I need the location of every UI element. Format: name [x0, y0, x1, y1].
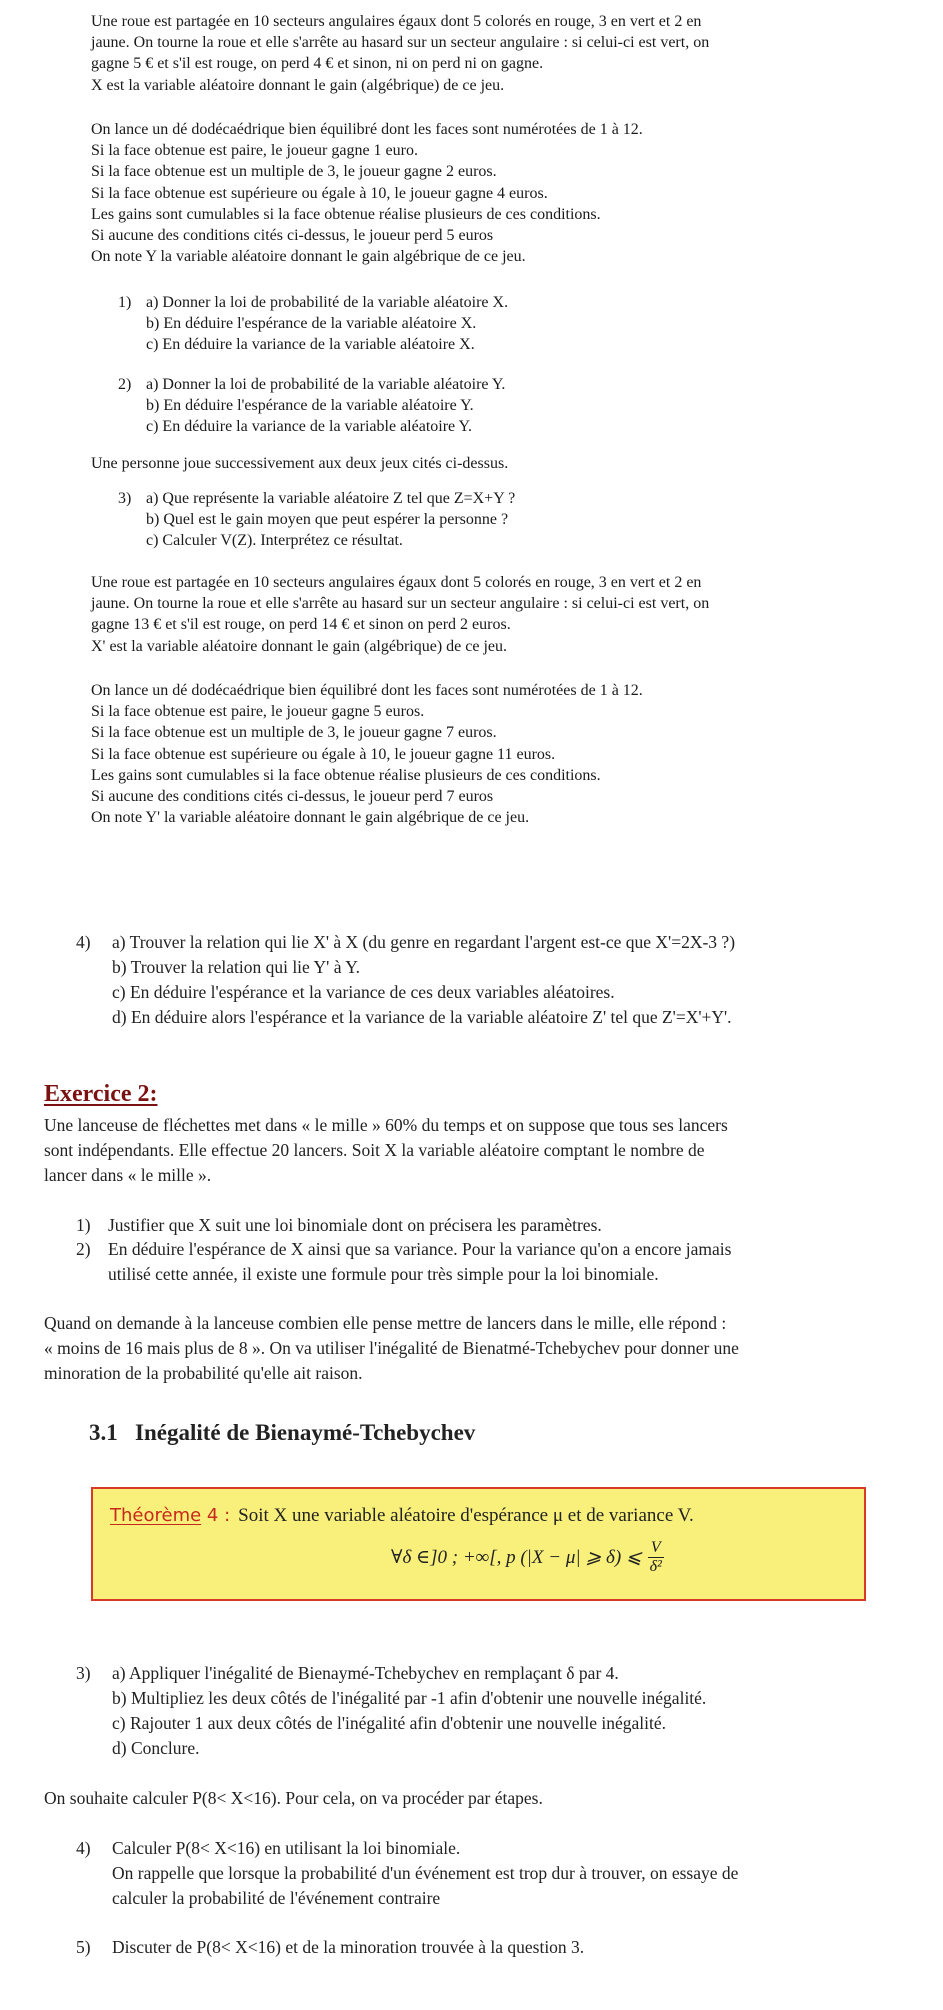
wheel2-paragraph: [91, 572, 709, 657]
text-line: a) Donner la loi de probabilité de la variable aléatoire X.: [146, 294, 509, 311]
text-line: On note Y la variable aléatoire donnant le gain algébrique de ce jeu.: [91, 248, 526, 266]
question-number: 1): [118, 294, 132, 311]
question-number: 3): [118, 490, 132, 507]
exercise-2-title: Exercice 2:: [44, 1081, 158, 1107]
ex2-question-4: [76, 1836, 738, 1911]
text-line: On note Y' la variable aléatoire donnant le gain algébrique de ce jeu.: [91, 809, 530, 827]
text-line: Si la face obtenue est paire, le joueur gagne 5 euros.: [91, 703, 425, 721]
text-line: b) En déduire l'espérance de la variable aléatoire Y.: [146, 397, 474, 415]
question-number: 3): [76, 1663, 91, 1683]
text-line: a) Appliquer l'inégalité de Bienaymé-Tchebychev en remplaçant δ par 4.: [112, 1663, 619, 1683]
question-2: [118, 374, 505, 438]
text-line: d) Conclure.: [112, 1738, 200, 1758]
theorem-header: [110, 1505, 694, 1527]
text-line: Discuter de P(8< X<16) et de la minoration trouvée à la question 3.: [112, 1937, 585, 1957]
question-3: [118, 488, 515, 552]
wheel-paragraph: [91, 11, 709, 96]
text-line: Les gains sont cumulables si la face obtenue réalise plusieurs de ces conditions.: [91, 205, 601, 223]
text-line: Si la face obtenue est supérieure ou égale à 10, le joueur gagne 4 euros.: [91, 184, 548, 202]
ex2-question-5: [76, 1935, 584, 1960]
text-line: Une roue est partagée en 10 secteurs angulaires égaux dont 5 colorés en rouge, 3 en vert et 2 en: [91, 13, 702, 30]
text-line: c) Rajouter 1 aux deux côtés de l'inégalité afin d'obtenir une nouvelle inégalité.: [112, 1713, 666, 1733]
dice2-paragraph: [91, 680, 643, 828]
text-line: calculer la probabilité de l'événement contraire: [112, 1888, 441, 1908]
text-line: utilisé cette année, il existe une formule pour très simple pour la loi binomiale.: [108, 1264, 659, 1284]
section-number: 3.1: [89, 1420, 118, 1445]
ex2-question-1: [76, 1213, 602, 1238]
section-heading: Inégalité de Bienaymé-Tchebychev: [135, 1420, 476, 1445]
text-line: jaune. On tourne la roue et elle s'arrête au hasard sur un secteur angulaire : si celui-ci est vert, on: [91, 595, 710, 613]
text-line: « moins de 16 mais plus de 8 ». On va utiliser l'inégalité de Bienatmé-Tchebychev pour donner une: [44, 1338, 739, 1358]
text-line: On lance un dé dodécaédrique bien équilibré dont les faces sont numérotées de 1 à 12.: [91, 682, 643, 699]
text-line: Si aucune des conditions cités ci-dessus, le joueur perd 7 euros: [91, 788, 494, 806]
text-line: gagne 5 € et s'il est rouge, on perd 4 € et sinon, ni on perd ni on gagne.: [91, 55, 544, 73]
theorem-statement: Soit X une variable aléatoire d'espérance μ et de variance V.: [238, 1505, 694, 1526]
theorem-formula: [391, 1539, 664, 1576]
text-line: Une roue est partagée en 10 secteurs angulaires égaux dont 5 colorés en rouge, 3 en vert et 2 en: [91, 574, 702, 591]
dice-paragraph: [91, 119, 643, 267]
text-line: Si la face obtenue est paire, le joueur gagne 1 euro.: [91, 142, 418, 160]
text-line: Les gains sont cumulables si la face obtenue réalise plusieurs de ces conditions.: [91, 766, 601, 784]
text-line: c) En déduire la variance de la variable aléatoire Y.: [146, 418, 473, 436]
ex2-question-3: [76, 1661, 706, 1761]
question-1: [118, 292, 508, 356]
section-title: [89, 1420, 475, 1446]
text-line: Si aucune des conditions cités ci-dessus, le joueur perd 5 euros: [91, 227, 494, 245]
text-line: c) Calculer V(Z). Interprétez ce résultat.: [146, 532, 403, 550]
ex2-question-intro: [44, 1311, 739, 1386]
text-line: gagne 13 € et s'il est rouge, on perd 14 € et sinon on perd 2 euros.: [91, 616, 511, 634]
text-line: X est la variable aléatoire donnant le gain (algébrique) de ce jeu.: [91, 76, 505, 94]
text-line: minoration de la probabilité qu'elle ait raison.: [44, 1363, 363, 1383]
question-number: 5): [76, 1937, 91, 1957]
exercise-2-intro: [44, 1113, 728, 1188]
text-line: a) Donner la loi de probabilité de la variable aléatoire Y.: [146, 376, 506, 393]
question-number: 2): [118, 376, 132, 393]
theorem-label: Théorème 4 :: [110, 1505, 231, 1526]
text-line: X' est la variable aléatoire donnant le gain (algébrique) de ce jeu.: [91, 637, 508, 655]
text-line: Si la face obtenue est un multiple de 3, le joueur gagne 2 euros.: [91, 163, 497, 181]
text-line: b) Trouver la relation qui lie Y' à Y.: [112, 957, 360, 977]
text-line: b) En déduire l'espérance de la variable aléatoire X.: [146, 315, 477, 333]
question-4: [76, 930, 735, 1030]
text-line: Une lanceuse de fléchettes met dans « le mille » 60% du temps et on suppose que tous ses lancers: [44, 1115, 728, 1135]
text-line: Quand on demande à la lanceuse combien elle pense mettre de lancers dans le mille, elle répond :: [44, 1313, 727, 1333]
text-line: c) En déduire la variance de la variable aléatoire X.: [146, 336, 475, 354]
text-line: c) En déduire l'espérance et la variance de ces deux variables aléatoires.: [112, 982, 615, 1002]
question-number: 2): [76, 1239, 91, 1259]
ex2-question-2: [76, 1237, 731, 1287]
text-line: a) Trouver la relation qui lie X' à X (du genre en regardant l'argent est-ce que X'=2X-3 ?): [112, 932, 736, 952]
text-line: En déduire l'espérance de X ainsi que sa variance. Pour la variance qu'on a encore jamais: [108, 1239, 732, 1259]
text-line: d) En déduire alors l'espérance et la variance de la variable aléatoire Z' tel que Z'=X'+Y'.: [112, 1007, 732, 1027]
person-line: Une personne joue successivement aux deux jeux cités ci-dessus.: [91, 455, 509, 472]
calc-intro: On souhaite calculer P(8< X<16). Pour cela, on va procéder par étapes.: [44, 1788, 543, 1808]
text-line: sont indépendants. Elle effectue 20 lancers. Soit X la variable aléatoire comptant le nombre de: [44, 1140, 705, 1160]
question-number: 4): [76, 1838, 91, 1858]
text-line: On lance un dé dodécaédrique bien équilibré dont les faces sont numérotées de 1 à 12.: [91, 121, 643, 138]
fraction-numerator: V: [648, 1539, 664, 1558]
text-line: Si la face obtenue est supérieure ou égale à 10, le joueur gagne 11 euros.: [91, 745, 556, 763]
text-line: lancer dans « le mille ».: [44, 1165, 212, 1185]
fraction: [648, 1539, 664, 1576]
inequality: ∀δ ∈]0 ; +∞[, p (|X − μ| ⩾ δ) ⩽: [391, 1547, 642, 1568]
theorem-box: [91, 1487, 866, 1601]
fraction-denominator: δ²: [649, 1558, 662, 1575]
text-line: b) Quel est le gain moyen que peut espérer la personne ?: [146, 511, 509, 529]
question-number: 4): [76, 932, 91, 952]
text-line: On rappelle que lorsque la probabilité d'un événement est trop dur à trouver, on essaye de: [112, 1863, 739, 1883]
text-line: jaune. On tourne la roue et elle s'arrête au hasard sur un secteur angulaire : si celui-ci est vert, on: [91, 34, 710, 52]
text-line: Justifier que X suit une loi binomiale dont on précisera les paramètres.: [108, 1215, 602, 1235]
text-line: Si la face obtenue est un multiple de 3, le joueur gagne 7 euros.: [91, 724, 497, 742]
text-line: b) Multipliez les deux côtés de l'inégalité par -1 afin d'obtenir une nouvelle inégalité.: [112, 1688, 707, 1708]
text-line: Calculer P(8< X<16) en utilisant la loi binomiale.: [112, 1838, 461, 1858]
text-line: a) Que représente la variable aléatoire Z tel que Z=X+Y ?: [146, 490, 516, 507]
question-number: 1): [76, 1215, 91, 1235]
